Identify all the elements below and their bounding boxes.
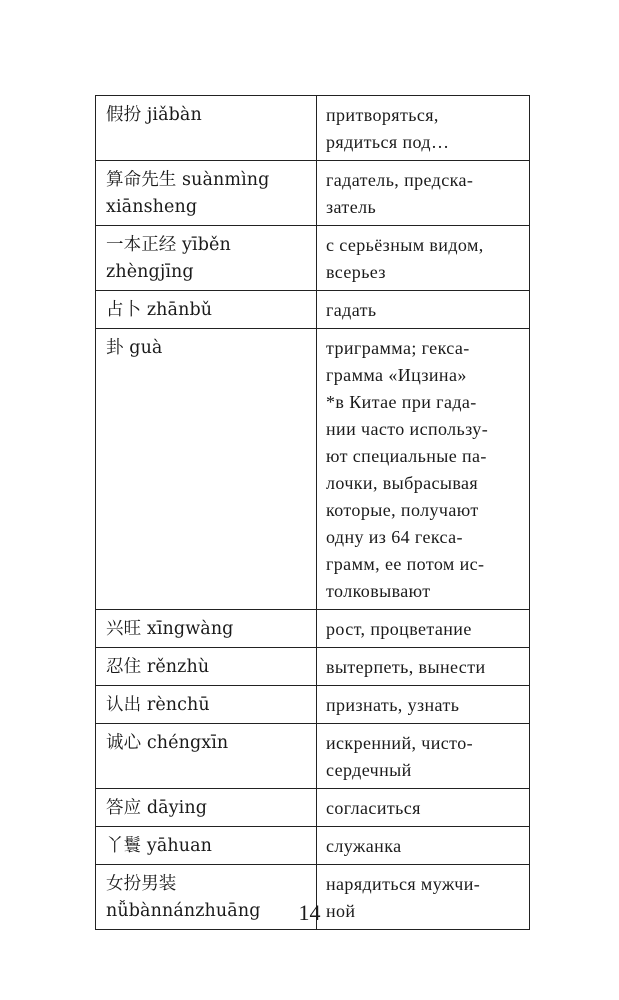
translation-line: нии часто использу- <box>326 419 489 439</box>
translation-line: ют специальные па- <box>326 446 487 466</box>
table-row <box>96 226 530 291</box>
translation-cell <box>317 724 530 789</box>
term-cell <box>96 329 317 610</box>
translation-line: согласиться <box>326 798 421 818</box>
term-line: 一本正经 yīběn <box>106 235 231 255</box>
table-row <box>96 789 530 827</box>
translation-line: искренний, чисто- <box>326 733 473 753</box>
translation-cell <box>317 686 530 724</box>
term-cell <box>96 610 317 648</box>
term-line: zhèngjīng <box>106 262 194 282</box>
translation-line: гадатель, предска- <box>326 170 474 190</box>
term-line: 诚心 chéngxīn <box>106 733 229 753</box>
term-line: 算命先生 suànmìng <box>106 170 270 190</box>
page-number: 14 <box>298 900 321 925</box>
table-row <box>96 648 530 686</box>
translation-line: гадать <box>326 300 377 320</box>
translation-line: признать, узнать <box>326 695 460 715</box>
vocabulary-table-body <box>96 96 530 930</box>
term-cell <box>96 789 317 827</box>
translation-cell <box>317 161 530 226</box>
translation-line: которые, получают <box>326 500 479 520</box>
term-cell <box>96 226 317 291</box>
term-cell <box>96 291 317 329</box>
table-row <box>96 610 530 648</box>
table-row <box>96 291 530 329</box>
term-line: 女扮男装 <box>106 874 177 894</box>
translation-line: лочки, выбрасывая <box>326 473 479 493</box>
term-line: 认出 rènchū <box>106 695 210 715</box>
term-line: 假扮 jiǎbàn <box>106 105 202 125</box>
translation-cell <box>317 610 530 648</box>
translation-line: всерьез <box>326 262 386 282</box>
term-line: 占卜 zhānbǔ <box>106 300 213 320</box>
translation-cell <box>317 226 530 291</box>
translation-line: рост, процветание <box>326 619 472 639</box>
translation-line: служанка <box>326 836 402 856</box>
term-cell <box>96 686 317 724</box>
translation-cell <box>317 291 530 329</box>
table-row <box>96 96 530 161</box>
term-line: 忍住 rěnzhù <box>106 657 210 677</box>
translation-cell <box>317 648 530 686</box>
translation-line: ной <box>326 901 356 921</box>
vocabulary-table <box>95 95 530 930</box>
term-line: nǚbànnánzhuāng <box>106 901 261 921</box>
term-line: 答应 dāying <box>106 798 208 818</box>
table-row <box>96 161 530 226</box>
term-line: xiānsheng <box>106 197 198 217</box>
table-row <box>96 724 530 789</box>
translation-line: грамма «Ицзина» <box>326 365 467 385</box>
term-line: 卦 guà <box>106 338 163 358</box>
term-cell <box>96 648 317 686</box>
translation-line: рядиться под… <box>326 132 450 152</box>
term-cell <box>96 724 317 789</box>
term-cell <box>96 96 317 161</box>
translation-line: нарядиться мужчи- <box>326 874 481 894</box>
translation-line: с серьёзным видом, <box>326 235 484 255</box>
translation-line: триграмма; гекса- <box>326 338 470 358</box>
translation-line: толковывают <box>326 581 431 601</box>
translation-cell <box>317 96 530 161</box>
table-row <box>96 329 530 610</box>
term-cell <box>96 161 317 226</box>
translation-line: затель <box>326 197 377 217</box>
table-row <box>96 827 530 865</box>
translation-cell <box>317 827 530 865</box>
term-line: 兴旺 xīngwàng <box>106 619 234 639</box>
translation-line: вытерпеть, вынести <box>326 657 486 677</box>
table-row <box>96 686 530 724</box>
translation-line: грамм, ее потом ис- <box>326 554 485 574</box>
term-cell <box>96 827 317 865</box>
translation-cell <box>317 789 530 827</box>
term-line: 丫鬟 yāhuan <box>106 836 213 856</box>
translation-line: сердечный <box>326 760 412 780</box>
translation-line: одну из 64 гекса- <box>326 527 463 547</box>
translation-line: притворяться, <box>326 105 439 125</box>
translation-line: *в Китае при гада- <box>326 392 477 412</box>
translation-cell <box>317 329 530 610</box>
